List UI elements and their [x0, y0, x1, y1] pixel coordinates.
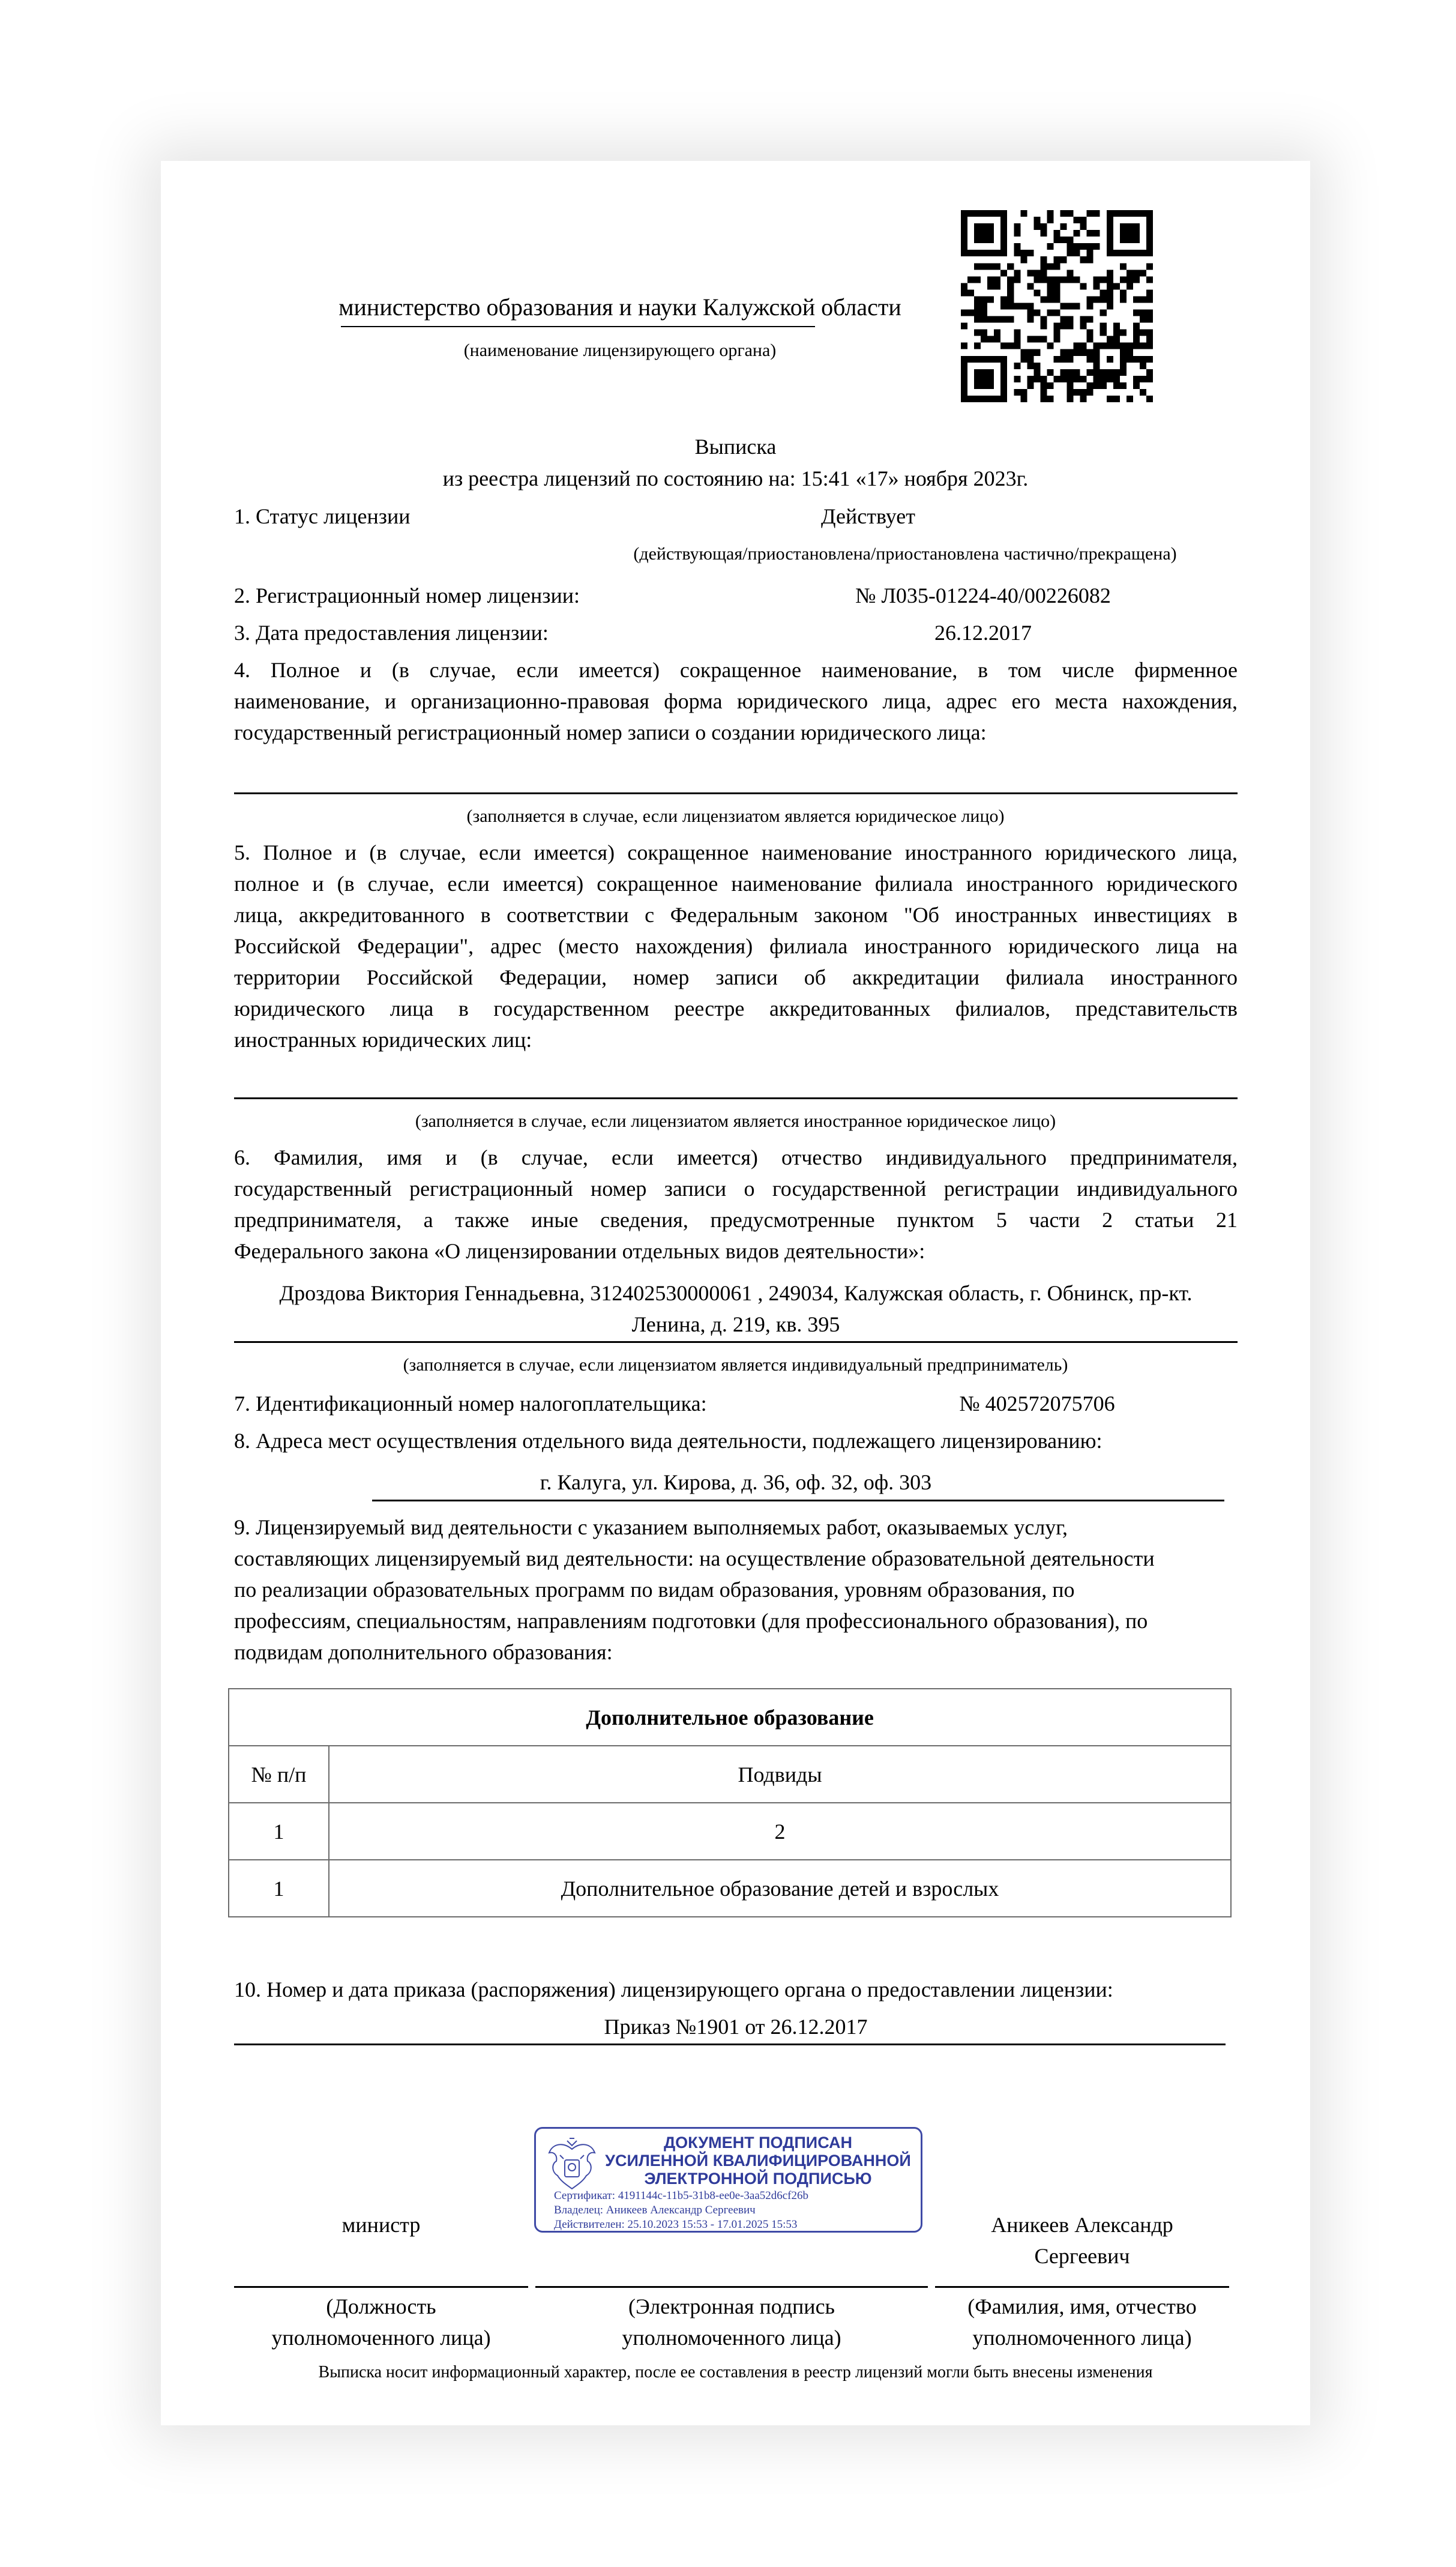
stamp-heading-1: ДОКУМЕНТ ПОДПИСАН: [663, 2134, 853, 2152]
item5-line: Российской Федерации", адрес (место нахождения) филиала иностранного юридического лица на: [234, 934, 1238, 958]
item5-line: лица, аккредитованного в соответствии с Федеральным законом "Об иностранных инвестициях в: [234, 903, 1238, 927]
document-subtitle: из реестра лицензий по состоянию на: 15:41 «17» ноября 2023г.: [442, 466, 1029, 490]
status-caption: (действующая/приостановлена/приостановлена частично/прекращена): [633, 544, 1177, 564]
table-title: Дополнительное образование: [229, 1689, 1231, 1746]
item6-value-line: [234, 1341, 1238, 1343]
table-cell: 1: [229, 1860, 329, 1917]
authority-caption: (наименование лицензирующего органа): [463, 340, 777, 360]
item5-line: территории Российской Федерации, номер записи об аккредитации филиала иностранного: [234, 965, 1238, 989]
signature-line-name: [935, 2286, 1229, 2288]
stamp-owner: Владелец: Аникеев Александр Сергеевич: [554, 2204, 756, 2216]
caption-name-1: (Фамилия, имя, отчество: [967, 2294, 1197, 2318]
caption-esign-2: уполномоченного лица): [622, 2326, 841, 2350]
signature-line-esign: [535, 2286, 928, 2288]
order-label: 10. Номер и дата приказа (распоряжения) лицензирующего органа о предоставлении лицензии:: [234, 1977, 1113, 2001]
item6-line: государственный регистрационный номер записи о государственной регистрации индивидуального: [234, 1177, 1238, 1201]
signer-position: министр: [341, 2213, 421, 2237]
item5-line: юридического лица в государственном реестре аккредитованных филиалов, представительств: [234, 997, 1238, 1021]
entrepreneur-line-2: Ленина, д. 219, кв. 395: [631, 1312, 840, 1336]
stamp-heading-3: ЭЛЕКТРОННОЙ ПОДПИСЬЮ: [644, 2170, 872, 2188]
table-header-number: № п/п: [229, 1746, 329, 1803]
item5-line: полное и (в случае, если имеется) сокращенное наименование филиала иностранного юридического: [234, 872, 1238, 896]
stamp-heading-2: УСИЛЕННОЙ КВАЛИФИЦИРОВАННОЙ: [605, 2152, 911, 2170]
caption-position-1: (Должность: [326, 2294, 436, 2318]
order-value: Приказ №1901 от 26.12.2017: [604, 2015, 868, 2039]
license-table: [228, 1688, 1232, 1917]
item6-line: предпринимателя, а также иные сведения, предусмотренные пунктом 5 части 2 статьи 21: [234, 1208, 1238, 1232]
item9-line: 9. Лицензируемый вид деятельности с указанием выполняемых работ, оказываемых услуг,: [234, 1515, 1068, 1539]
address-line: [372, 1500, 1224, 1501]
item4-value-line: [234, 792, 1238, 794]
table-cell: Дополнительное образование детей и взрослых: [329, 1860, 1231, 1917]
reg-number-value: № Л035-01224-40/00226082: [855, 584, 1111, 608]
caption-esign-1: (Электронная подпись: [628, 2294, 835, 2318]
stamp-certificate: Сертификат: 4191144c-11b5-31b8-ee0e-3aa52d6cf26b: [554, 2189, 809, 2202]
table-title-row: [229, 1689, 1231, 1746]
caption-name-2: уполномоченного лица): [972, 2326, 1192, 2350]
electronic-signature-stamp: [534, 2127, 922, 2233]
footer-note: Выписка носит информационный характер, после ее составления в реестр лицензий могли быть внесены изменения: [318, 2363, 1153, 2381]
issue-date-value: 26.12.2017: [934, 621, 1032, 645]
item9-line: подвидам дополнительного образования:: [234, 1640, 613, 1664]
item5-value-line: [234, 1097, 1238, 1099]
table-cell: 2: [329, 1803, 1231, 1860]
item4-caption: (заполняется в случае, если лицензиатом является юридическое лицо): [466, 806, 1005, 826]
document-page: [161, 161, 1310, 2425]
stamp-valid: Действителен: 25.10.2023 15:53 - 17.01.2025 15:53: [554, 2218, 798, 2231]
address-label: 8. Адреса мест осуществления отдельного вида деятельности, подлежащего лицензированию:: [234, 1429, 1103, 1453]
entrepreneur-line-1: Дроздова Виктория Геннадьевна, 312402530000061 , 249034, Калужская область, г. Обнинск, пр-кт.: [279, 1281, 1193, 1305]
status-value: Действует: [821, 504, 915, 528]
item4-line: государственный регистрационный номер записи о создании юридического лица:: [234, 720, 987, 744]
item4-line: 4. Полное и (в случае, если имеется) сокращенное наименование, в том числе фирменное: [234, 658, 1238, 682]
item5-line: 5. Полное и (в случае, если имеется) сокращенное наименование иностранного юридического лица,: [234, 840, 1238, 864]
item9-line: профессиям, специальностям, направлениям подготовки (для профессионального образования), по: [234, 1609, 1148, 1633]
item6-line: Федерального закона «О лицензировании отдельных видов деятельности»:: [234, 1239, 925, 1263]
inn-value: № 402572075706: [959, 1392, 1115, 1416]
qr-code: [961, 210, 1153, 402]
inn-label: 7. Идентификационный номер налогоплательщика:: [234, 1392, 707, 1416]
document-title: Выписка: [694, 435, 777, 459]
coat-of-arms-icon: [546, 2137, 598, 2195]
issue-date-label: 3. Дата предоставления лицензии:: [234, 621, 549, 645]
table-header-subtypes: Подвиды: [329, 1746, 1231, 1803]
item5-caption: (заполняется в случае, если лицензиатом является иностранное юридическое лицо): [415, 1111, 1056, 1131]
item4-line: наименование, и организационно-правовая форма юридического лица, адрес его места нахождения,: [234, 689, 1238, 713]
authority-name: министерство образования и науки Калужской области: [338, 294, 901, 321]
table-row: [229, 1803, 1231, 1860]
table-row: [229, 1860, 1231, 1917]
authority-underline: [341, 326, 815, 327]
reg-number-label: 2. Регистрационный номер лицензии:: [234, 584, 580, 608]
address-value: г. Калуга, ул. Кирова, д. 36, оф. 32, оф. 303: [540, 1470, 932, 1494]
item9-line: составляющих лицензируемый вид деятельности: на осуществление образовательной деятельности: [234, 1546, 1155, 1570]
status-label: 1. Статус лицензии: [234, 504, 411, 528]
table-header-row: [229, 1746, 1231, 1803]
table-cell: 1: [229, 1803, 329, 1860]
caption-position-2: уполномоченного лица): [271, 2326, 491, 2350]
signature-line-position: [234, 2286, 528, 2288]
item5-line: иностранных юридических лиц:: [234, 1028, 532, 1052]
item6-text: [234, 1142, 1238, 1267]
item9-text: [234, 1512, 1238, 1668]
item6-caption: (заполняется в случае, если лицензиатом является индивидуальный предприниматель): [403, 1355, 1068, 1375]
item5-text: [234, 837, 1238, 1055]
item4-text: [234, 654, 1238, 748]
item9-line: по реализации образовательных программ по видам образования, уровням образования, по: [234, 1578, 1075, 1602]
item6-line: 6. Фамилия, имя и (в случае, если имеется) отчество индивидуального предпринимателя,: [234, 1145, 1238, 1169]
signer-name-line-2: Сергеевич: [1034, 2244, 1130, 2268]
order-line: [234, 2044, 1226, 2045]
signer-name-line-1: Аникеев Александр: [991, 2213, 1173, 2237]
